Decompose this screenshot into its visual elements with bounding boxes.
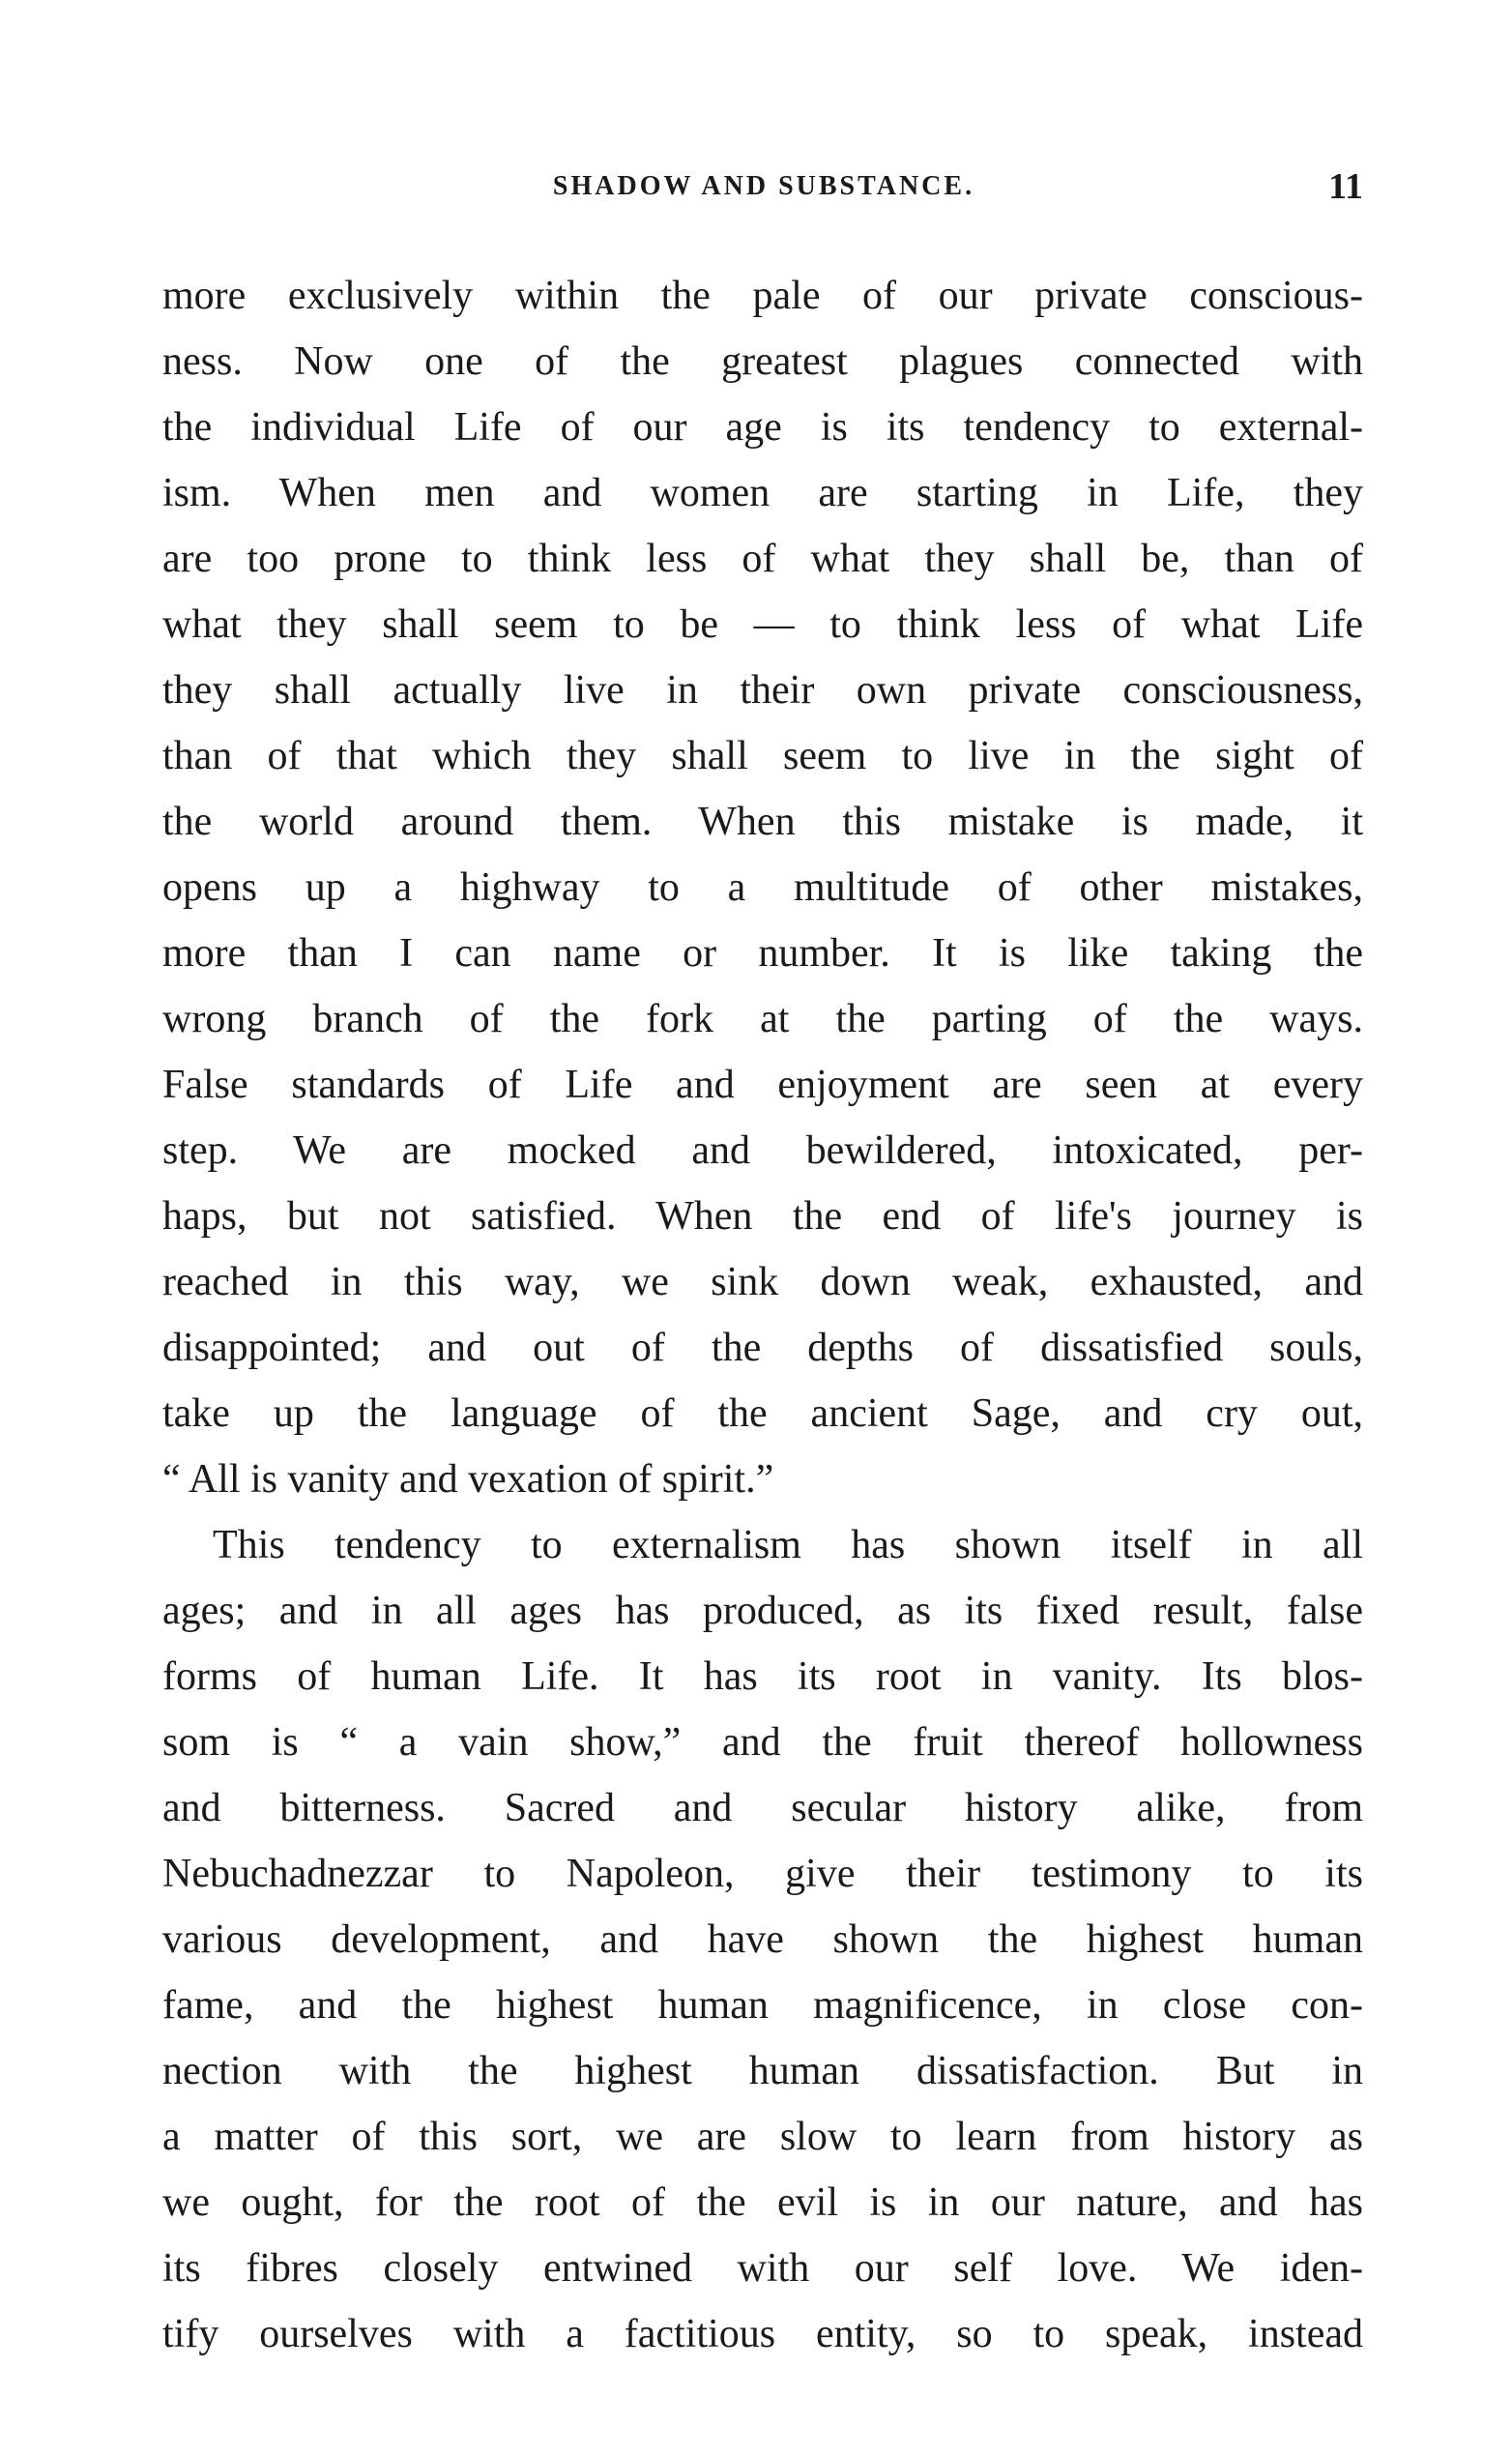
text-line: we ought, for the root of the evil is in our nature, and has	[162, 2180, 1363, 2225]
paragraph-2	[162, 1512, 1363, 2367]
text-line: they shall actually live in their own private consciousness,	[162, 668, 1363, 713]
text-line: reached in this way, we sink down weak, exhausted, and	[162, 1260, 1363, 1304]
text-line: more than I can name or number. It is like taking the	[162, 931, 1363, 976]
text-line: nection with the highest human dissatisfaction. But in	[162, 2049, 1363, 2093]
running-head	[164, 162, 1363, 211]
text-line: This tendency to externalism has shown itself in all	[213, 1523, 1363, 1567]
text-line: “ All is vanity and vexation of spirit.”	[162, 1457, 774, 1502]
text-line: take up the language of the ancient Sage, and cry out,	[162, 1391, 1363, 1436]
text-line: ness. Now one of the greatest plagues connected with	[162, 339, 1363, 384]
text-line: tify ourselves with a factitious entity, so to speak, instead	[162, 2312, 1363, 2356]
text-line: the world around them. When this mistake is made, it	[162, 800, 1363, 844]
text-line: disappointed; and out of the depths of dissatisfied souls,	[162, 1326, 1363, 1370]
text-line: ism. When men and women are starting in Life, they	[162, 471, 1363, 515]
text-line: haps, but not satisfied. When the end of life's journey is	[162, 1194, 1363, 1239]
text-line: and bitterness. Sacred and secular history alike, from	[162, 1786, 1363, 1830]
paragraph-1	[162, 263, 1363, 1512]
text-line: opens up a highway to a multitude of other mistakes,	[162, 865, 1363, 910]
text-line: wrong branch of the fork at the parting of the ways.	[162, 997, 1363, 1041]
text-line: Nebuchadnezzar to Napoleon, give their testimony to its	[162, 1852, 1363, 1896]
text-line: False standards of Life and enjoyment are seen at every	[162, 1063, 1363, 1107]
running-title: SHADOW AND SUBSTANCE.	[552, 171, 975, 201]
text-line: forms of human Life. It has its root in vanity. Its blos-	[162, 1654, 1363, 1699]
text-line: its fibres closely entwined with our self love. We iden-	[162, 2246, 1363, 2291]
text-line: more exclusively within the pale of our private conscious-	[162, 274, 1363, 318]
body-text	[162, 263, 1363, 2367]
text-line: step. We are mocked and bewildered, intoxicated, per-	[162, 1128, 1363, 1173]
text-line: ages; and in all ages has produced, as its fixed result, false	[162, 1589, 1363, 1633]
page-number: 11	[1328, 166, 1363, 207]
text-line: what they shall seem to be — to think less of what Life	[162, 602, 1363, 647]
text-line: various development, and have shown the highest human	[162, 1917, 1363, 1962]
text-line: are too prone to think less of what they shall be, than of	[162, 537, 1363, 581]
text-line: a matter of this sort, we are slow to learn from history as	[162, 2115, 1363, 2159]
text-line: fame, and the highest human magnificence, in close con-	[162, 1983, 1363, 2028]
text-line: the individual Life of our age is its tendency to external-	[162, 405, 1363, 450]
text-line: than of that which they shall seem to live in the sight of	[162, 734, 1363, 778]
text-line: som is “ a vain show,” and the fruit thereof hollowness	[162, 1720, 1363, 1765]
